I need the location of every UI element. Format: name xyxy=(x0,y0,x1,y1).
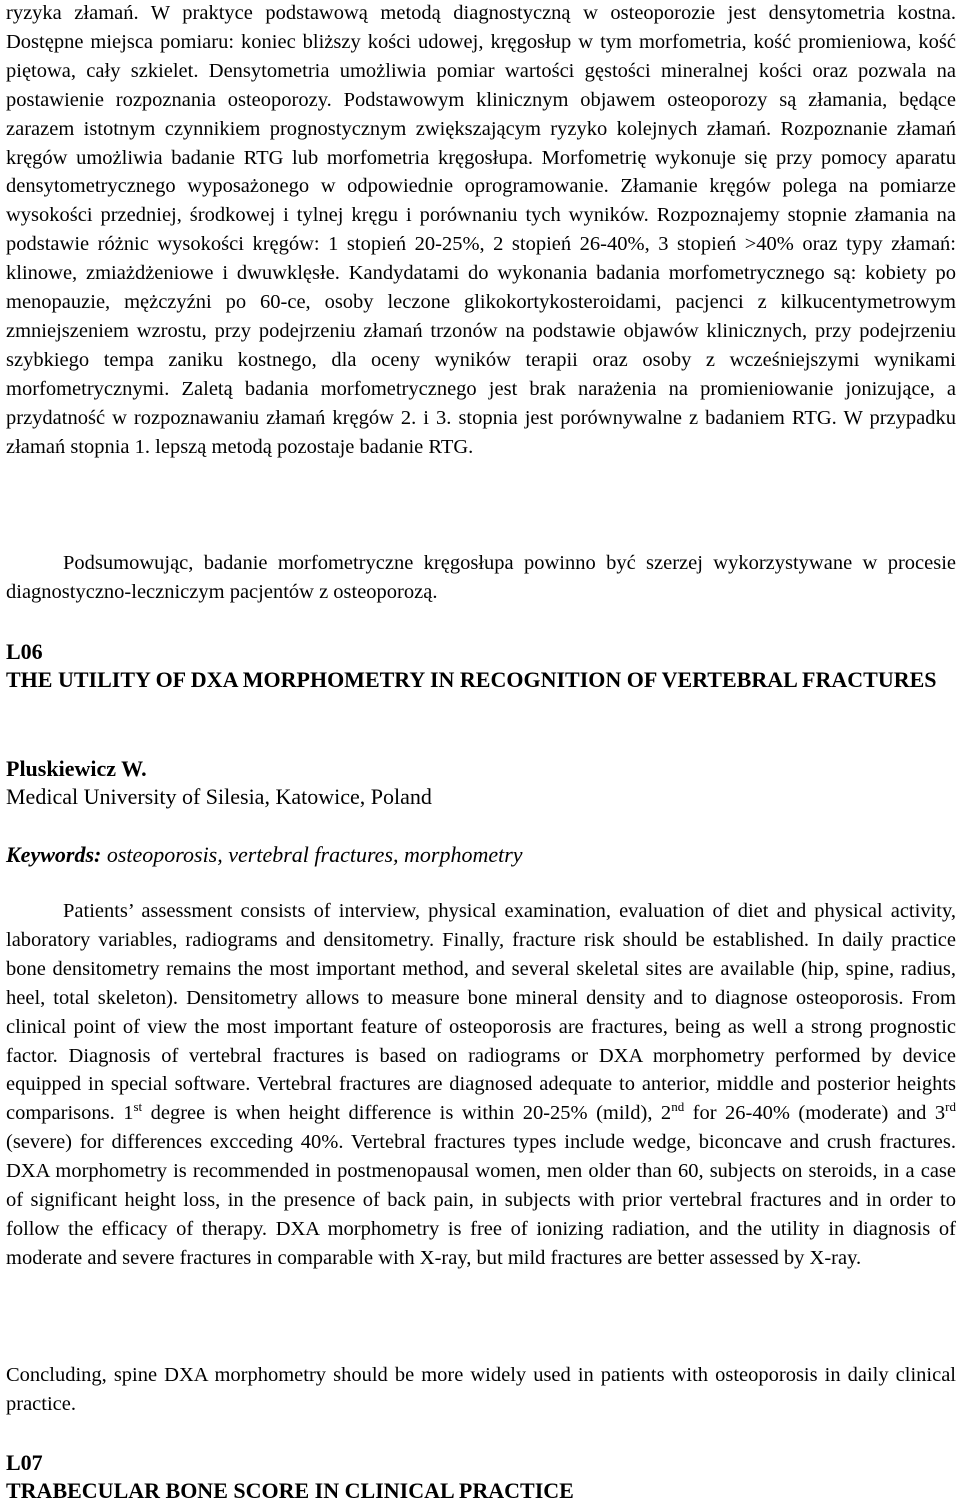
abstract-code: L06 xyxy=(6,639,43,664)
polish-paragraph-1: ryzyka złamań. W praktyce podstawową metodą diagnostyczną w osteoporozie jest densytometria kostna. Dostępne miejsca pomiaru: koniec bliższy kości udowej, kręgosłup w tym morfometria, kość promieniowa, kość piętowa, cały szkielet. Densytometria umożliwia pomiar wartości gęstości mineralnej kości oraz pozwala na postawienie rozpoznania osteoporozy. Podstawowym klinicznym objawem osteoporozy są złamania, będące zarazem istotnym czynnikiem prognostycznym zwiększającym ryzyko kolejnych złamań. Rozpoznanie złamań kręgów umożliwia badanie RTG lub morfometria kręgosłupa. Morfometrię wykonuje się przy pomocy aparatu densytometrycznego wyposażonego w odpowiednie oprogramowanie. Złamanie kręgów polega na pomiarze wysokości przedniej, środkowej i tylnej kręgu i porównaniu tych wyników. Rozpoznajemy stopnie złamania na podstawie różnic wysokości kręgów: 1 stopień 20-25%, 2 stopień 26-40%, 3 stopień >40% oraz typy złamań: klinowe, zmiażdżeniowe i dwuwklęsłe. Kandydatami do wykonania badania morfometrycznego są: kobiety po menopauzie, mężczyźni po 60-ce, osoby leczone glikokortykosteroidami, pacjenci z kilkucentymetrowym zmniejszeniem wzrostu, przy podejrzeniu złamań trzonów na podstawie objawów klinicznych, przy podejrzeniu szybkiego tempa zaniku kostnego, dla oceny wyników terapii oraz osoby z wcześniejszymi wynikami morfometrycznymi. Zaletą badania morfometrycznego jest brak narażenia na promieniowanie jonizujące, a przydatność w rozpoznawaniu złamań kręgów 2. i 3. stopnia jest porównywalne z badaniem RTG. W przypadku złamań stopnia 1. lepszą metodą pozostaje badanie RTG. xyxy=(6,2,956,458)
superscript-st: st xyxy=(133,1099,143,1115)
abstract-body xyxy=(6,897,956,1273)
author-affiliation: Medical University of Silesia, Katowice, Poland xyxy=(6,784,432,809)
next-abstract-title: TRABECULAR BONE SCORE IN CLINICAL PRACTICE xyxy=(6,1478,574,1503)
keywords-line xyxy=(6,840,523,869)
next-abstract-code: L07 xyxy=(6,1450,43,1475)
abstract-title: THE UTILITY OF DXA MORPHOMETRY IN RECOGNITION OF VERTEBRAL FRACTURES xyxy=(6,667,937,692)
abstract-conclusion: Concluding, spine DXA morphometry should be more widely used in patients with osteoporosis in daily clinical practice. xyxy=(6,1364,956,1415)
abstract-body-part-1: Patients’ assessment consists of interview, physical examination, evaluation of diet and physical activity, laboratory variables, radiograms and densitometry. Finally, fracture risk should be established. In daily practice bone densitometry remains the most important method, and several skeletal sites are available (hip, spine, radius, heel, total skeleton). Densitometry allows to measure bone mineral density and to diagnose osteoporosis. From clinical point of view the most important feature of osteoporosis are fractures, being as well a strong prognostic factor. Diagnosis of vertebral fractures is based on radiograms or DXA morphometry performed by device equipped in special software. Vertebral fractures are diagnosed adequate to anterior, middle and posterior heights comparisons. 1 xyxy=(6,900,956,1125)
keywords-text: osteoporosis, vertebral fractures, morphometry xyxy=(106,842,523,867)
superscript-nd: nd xyxy=(671,1099,685,1115)
keywords-label: Keywords: xyxy=(6,842,102,867)
abstract-body-part-3: for 26-40% (moderate) and 3 xyxy=(684,1102,946,1125)
polish-paragraph-2: Podsumowując, badanie morfometryczne kręgosłupa powinno być szerzej wykorzystywane w procesie diagnostyczno-leczniczym pacjentów z osteoporozą. xyxy=(6,552,956,603)
abstract-body-part-2: degree is when height difference is within 20-25% (mild), 2 xyxy=(142,1102,672,1125)
abstract-body-part-4: (severe) for differences excceding 40%. Vertebral fractures types include wedge, biconcave and crush fractures. DXA morphometry is recommended in postmenopausal women, men older than 60, subjects on steroids, in a case of significant height loss, in the presence of back pain, in subjects with prior vertebral fractures and in order to follow the efficacy of therapy. DXA morphometry is free of ionizing radiation, and the utility in diagnosis of moderate and severe fractures in comparable with X-ray, but mild fractures are better assessed by X-ray. xyxy=(6,1131,956,1269)
superscript-rd: rd xyxy=(945,1099,957,1115)
author-name: Pluskiewicz W. xyxy=(6,756,147,781)
